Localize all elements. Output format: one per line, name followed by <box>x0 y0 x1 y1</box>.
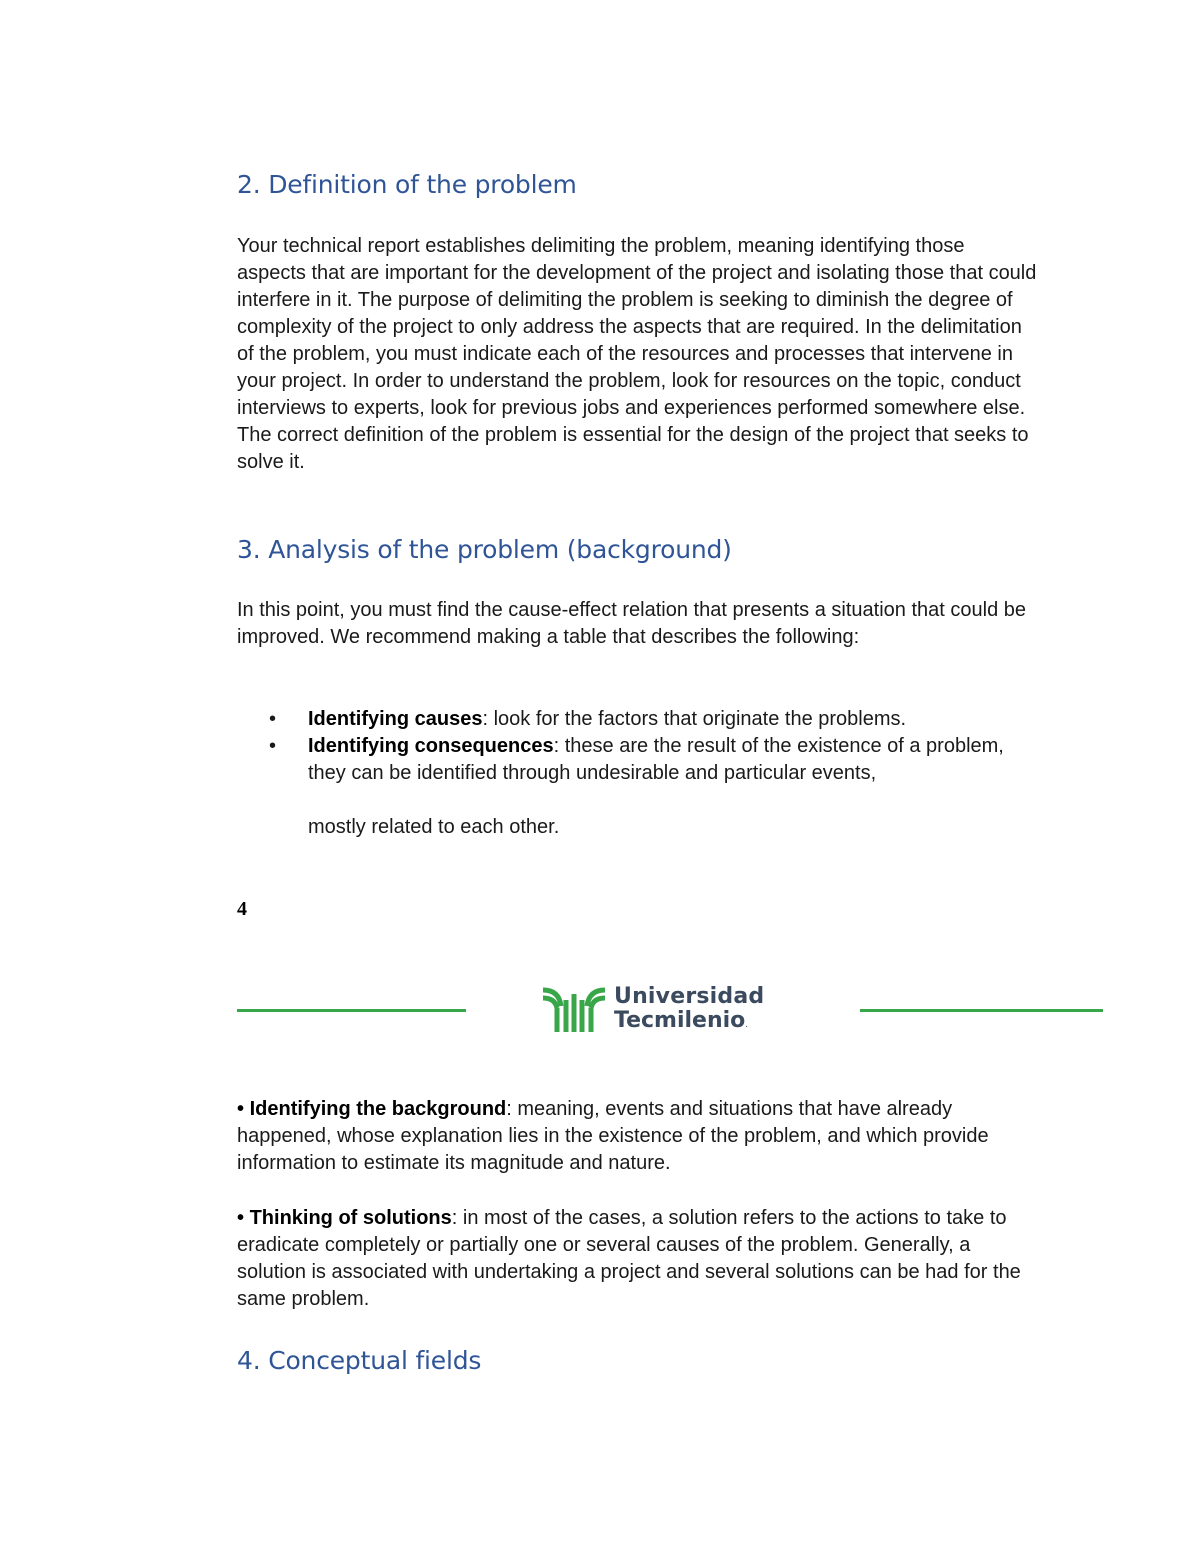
header-rule-left <box>237 1009 466 1012</box>
bullet-term: Identifying consequences <box>308 735 554 757</box>
bullet-symbol: • <box>237 1098 245 1120</box>
page-number: 4 <box>237 898 247 920</box>
section-2-body: Your technical report establishes delimiting the problem, meaning identifying those aspects that are important for the development of the project and isolating those that could interfere in it. The purpose of delimiting the problem is seeking to diminish the degree of complexity of the project to only address the aspects that are required. In the delimitation of the problem, you must indicate each of the resources and processes that intervene in your project. In order to understand the problem, look for resources on the topic, conduct interviews to experts, look for previous jobs and experiences performed somewhere else. The correct definition of the problem is essential for the design of the project that seeks to solve it. <box>237 235 1037 473</box>
section-2-heading: 2. Definition of the problem <box>237 170 577 199</box>
bullet-term: Thinking of solutions <box>249 1207 452 1229</box>
logo-text-tecmilenio: Tecmilenio. <box>614 1008 749 1033</box>
bullet-symbol: • <box>237 1207 245 1229</box>
bullet-term: Identifying the background <box>249 1098 507 1120</box>
list-item <box>237 706 1037 733</box>
solutions-paragraph <box>237 1205 1037 1313</box>
logo-text-universidad: Universidad <box>614 984 765 1009</box>
background-paragraph <box>237 1096 1037 1177</box>
list-item <box>237 733 1037 841</box>
header-rule-right <box>860 1009 1103 1012</box>
bullet-text: : meaning, events and situations that have already happened, whose explanation lies in the existence of the problem, and which provide information to estimate its magnitude and nature. <box>237 1098 989 1174</box>
section-3-bullet-list <box>237 706 1037 841</box>
bullet-text: : these are the result of the existence of a problem, they can be identified through undesirable and particular events, <box>308 735 1004 784</box>
section-3-heading: 3. Analysis of the problem (background) <box>237 535 732 564</box>
bullet-continuation: mostly related to each other. <box>308 816 560 838</box>
bullet-term: Identifying causes <box>308 708 483 730</box>
bullet-dot-icon: • <box>269 708 277 730</box>
tecmilenio-mark-icon <box>539 984 609 1034</box>
bullet-text: : in most of the cases, a solution refers to the actions to take to eradicate completely or partially one or several causes of the problem. Generally, a solution is associated with undertaking a project and several solutions can be had for the same problem. <box>237 1207 1021 1310</box>
section-3-intro: In this point, you must find the cause-effect relation that presents a situation that could be improved. We recommend making a table that describes the following: <box>237 599 1026 648</box>
bullet-dot-icon: • <box>269 735 277 757</box>
university-logo <box>539 984 799 1034</box>
bullet-text: : look for the factors that originate the problems. <box>482 708 907 730</box>
section-4-heading: 4. Conceptual fields <box>237 1346 482 1375</box>
